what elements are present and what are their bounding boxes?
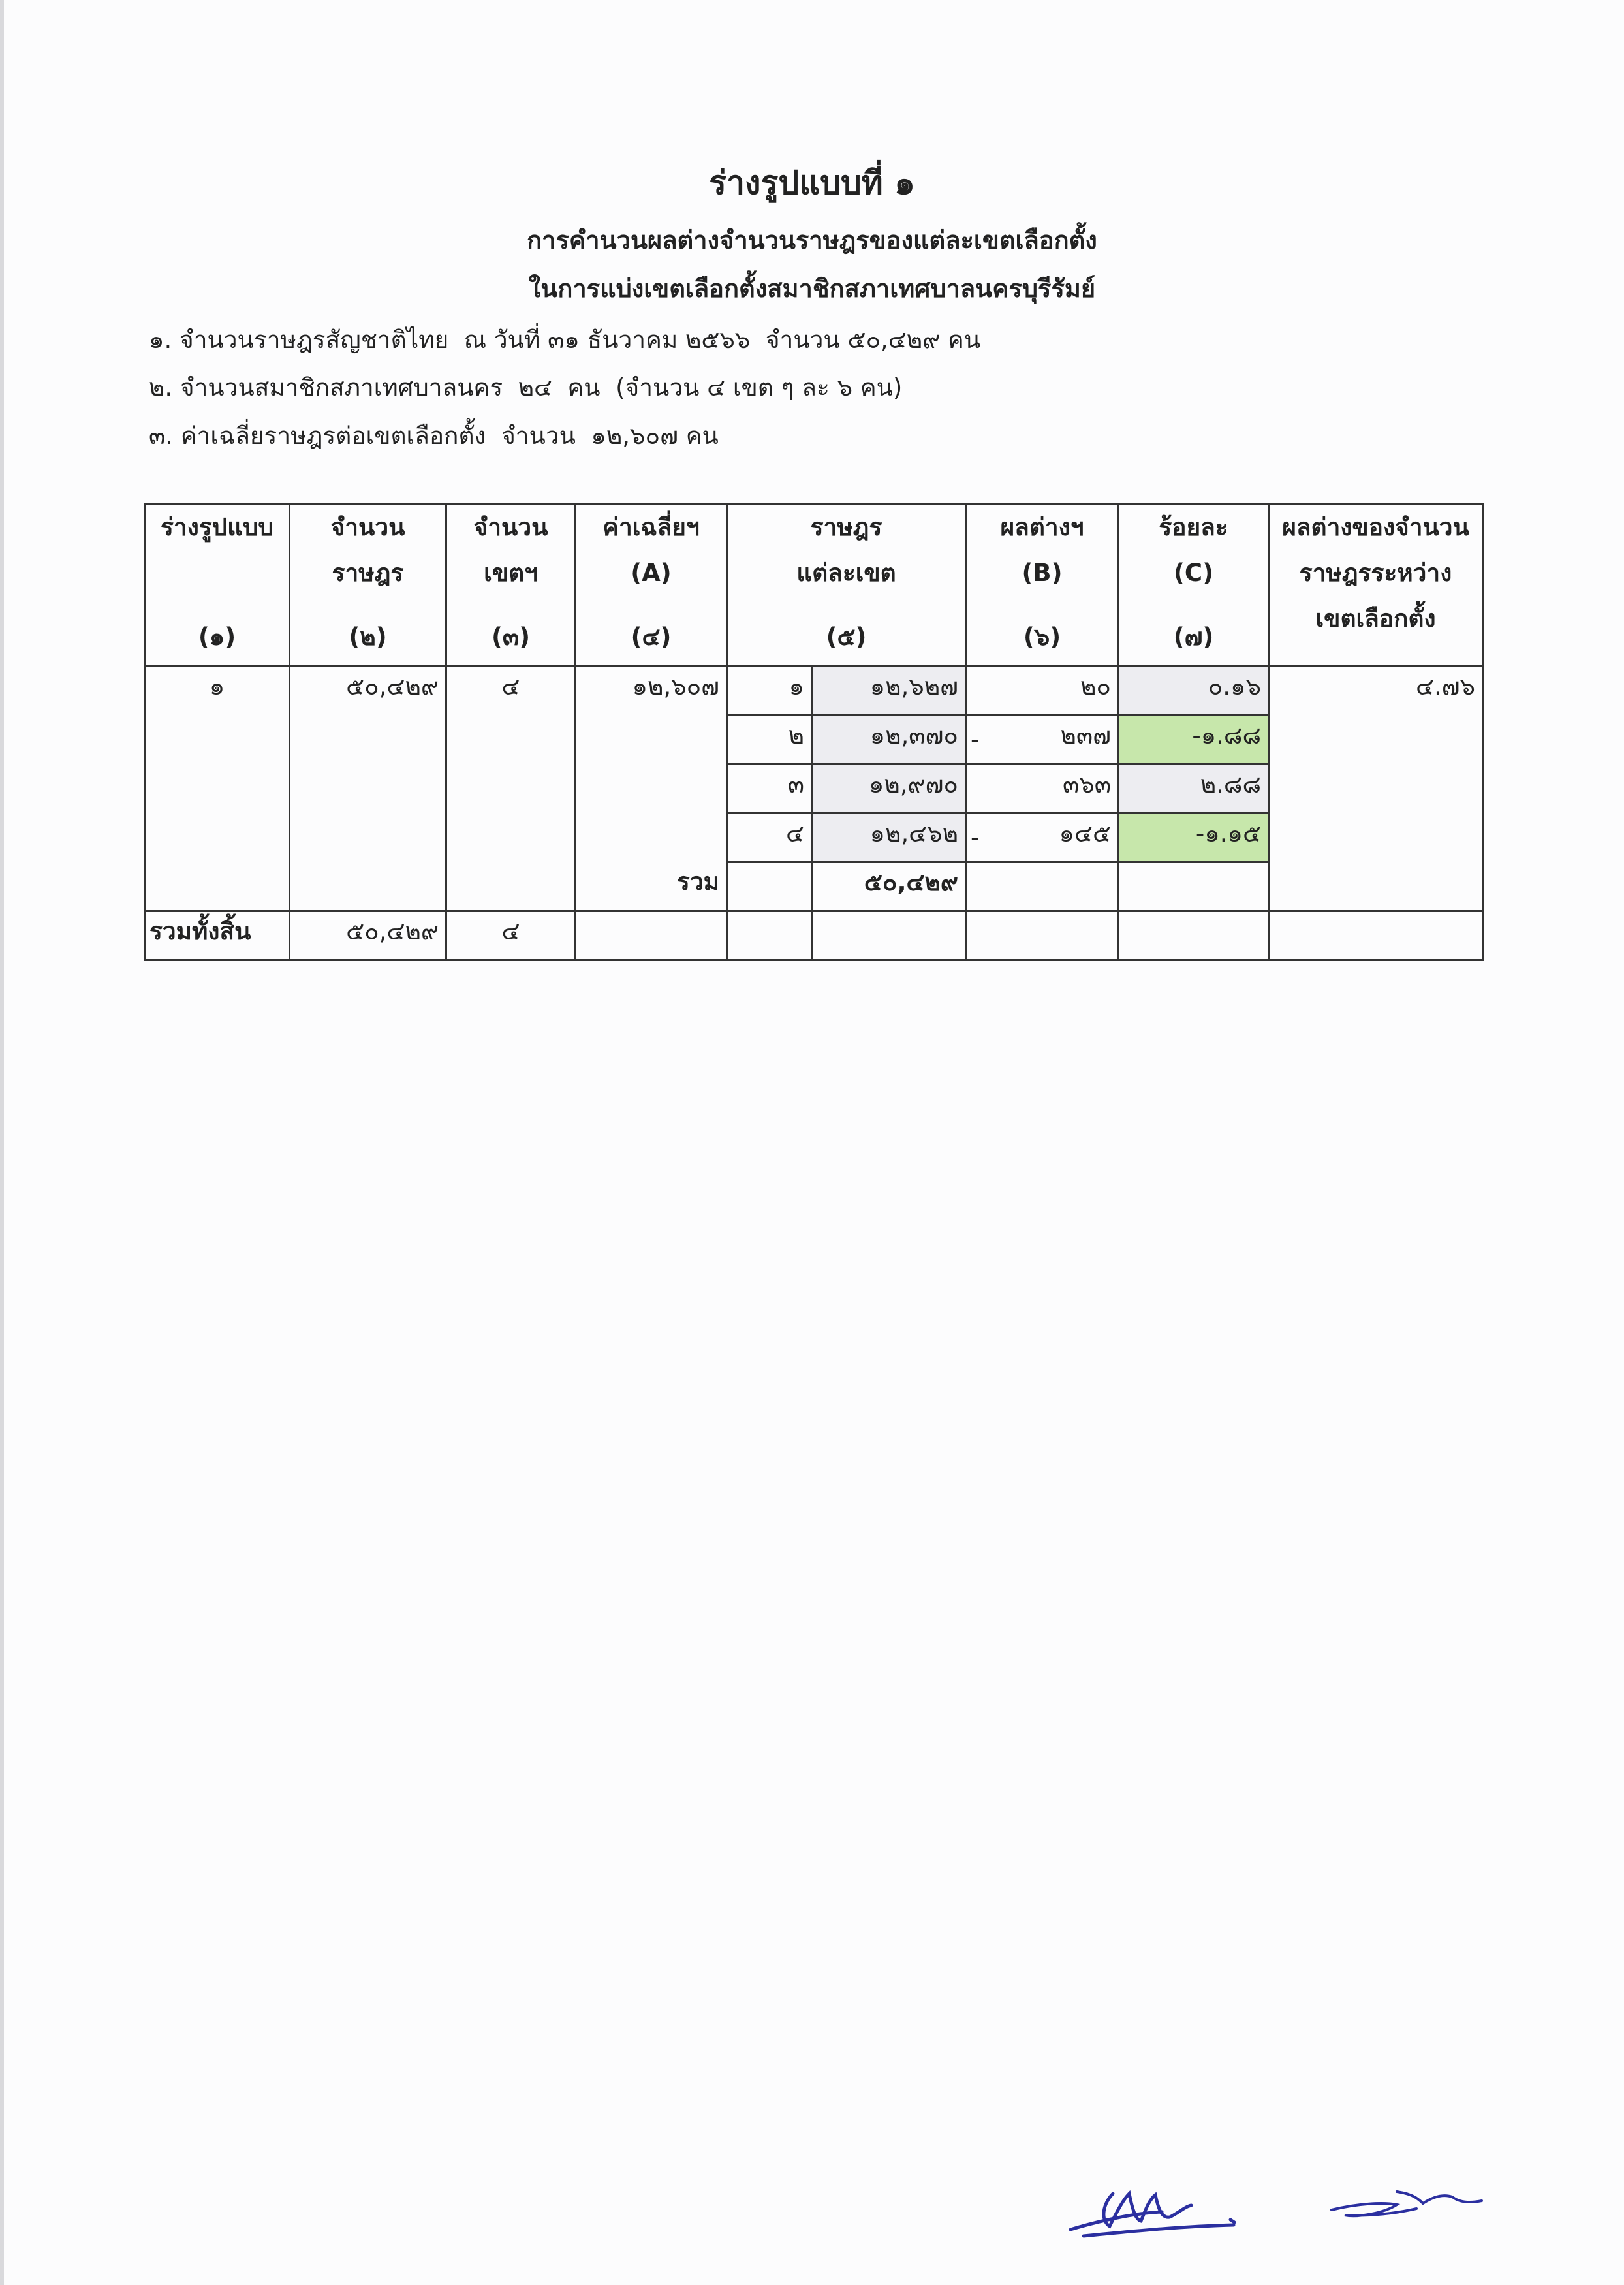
population-cell: ๕๐,๔๒๙: [290, 667, 446, 911]
grand-total-districts: ๔: [446, 911, 576, 960]
district-table: [144, 503, 1484, 961]
scan-edge: [0, 0, 4, 2285]
zone-number: ๓: [727, 764, 812, 813]
form-number-cell: ๑: [145, 667, 290, 911]
zone-difference: ๒๐: [966, 667, 1119, 716]
sum-zone-empty: [727, 862, 812, 911]
districts-cell: ๔: [446, 667, 576, 911]
variance-between-cell: ๔.๗๖: [1269, 667, 1483, 911]
zone-population: ๑๒,๖๒๗: [812, 667, 966, 716]
zone-difference: ๓๖๓: [966, 764, 1119, 813]
grand-total-population: ๕๐,๔๒๙: [290, 911, 446, 960]
subtitle-line-2: ในการแบ่งเขตเลือกตั้งสมาชิกสภาเทศบาลนครบุรีรัมย์: [528, 274, 1096, 303]
grand-empty-average: [576, 911, 727, 960]
header-population-per-zone: ราษฎร แต่ละเขต (๕): [727, 504, 966, 667]
grand-empty-zone: [727, 911, 812, 960]
info-line-2: ๒. จำนวนสมาชิกสภาเทศบาลนคร ๒๔ คน (จำนวน ๔ เขต ๆ ละ ๖ คน): [149, 373, 903, 402]
info-line-3: ๓. ค่าเฉลี่ยราษฎรต่อเขตเลือกตั้ง จำนวน ๑๒,๖๐๗ คน: [149, 422, 719, 450]
grand-total-label: รวมทั้งสิ้น: [145, 911, 290, 960]
zone-population: ๑๒,๔๖๒: [812, 813, 966, 862]
zone-percent: ๐.๑๖: [1119, 667, 1269, 716]
header-form: ร่างรูปแบบ (๑): [145, 504, 290, 667]
zone-number: ๒: [727, 716, 812, 764]
signature-1: [1064, 2174, 1260, 2246]
sum-percent-empty: [1119, 862, 1269, 911]
header-difference: ผลต่างฯ (B) (๖): [966, 504, 1119, 667]
zone-percent: -๑.๑๕: [1119, 813, 1269, 862]
sum-value: ๕๐,๔๒๙: [812, 862, 966, 911]
subtitle-line-1: การคำนวนผลต่างจำนวนราษฎรของแต่ละเขตเลือกตั้ง: [527, 226, 1097, 255]
header-percent: ร้อยละ (C) (๗): [1119, 504, 1269, 667]
grand-empty-diff: [966, 911, 1119, 960]
zone-population: ๑๒,๓๗๐: [812, 716, 966, 764]
info-line-1: ๑. จำนวนราษฎรสัญชาติไทย ณ วันที่ ๓๑ ธันวาคม ๒๕๖๖ จำนวน ๕๐,๔๒๙ คน: [149, 326, 981, 354]
signature-2: [1319, 2177, 1495, 2236]
header-average: ค่าเฉลี่ยฯ (A) (๔): [576, 504, 727, 667]
zone-number: ๑: [727, 667, 812, 716]
page-title: ร่างรูปแบบที่ ๑: [709, 164, 915, 202]
sum-difference-empty: [966, 862, 1119, 911]
zone-percent: ๒.๘๘: [1119, 764, 1269, 813]
average-cell: ๑๒,๖๐๗: [576, 667, 727, 862]
grand-empty-pct: [1119, 911, 1269, 960]
header-districts: จำนวน เขตฯ (๓): [446, 504, 576, 667]
grand-empty-pop: [812, 911, 966, 960]
zone-percent: -๑.๘๘: [1119, 716, 1269, 764]
header-variance-between: ผลต่างของจำนวน ราษฎรระหว่าง เขตเลือกตั้ง: [1269, 504, 1483, 667]
zone-difference: - ๑๔๕: [966, 813, 1119, 862]
grand-empty-variance: [1269, 911, 1483, 960]
sum-label: รวม: [576, 862, 727, 911]
zone-difference: - ๒๓๗: [966, 716, 1119, 764]
header-population: จำนวน ราษฎร (๒): [290, 504, 446, 667]
zone-number: ๔: [727, 813, 812, 862]
zone-population: ๑๒,๙๗๐: [812, 764, 966, 813]
